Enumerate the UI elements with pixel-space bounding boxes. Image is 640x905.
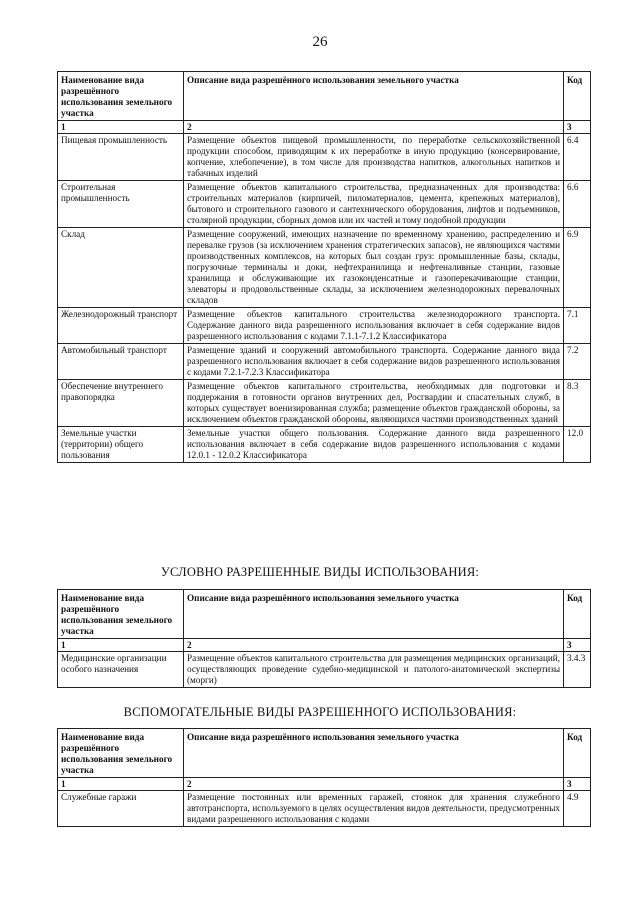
use-code: 3.4.3 — [564, 652, 591, 688]
use-code: 12.0 — [564, 427, 591, 463]
use-code: 8.3 — [564, 380, 591, 427]
header-code: Код — [564, 590, 591, 639]
column-number: 3 — [564, 778, 591, 791]
use-description: Размещение объектов капитального строительства для размещения медицинских организаций, осуществляющих проведение судебно-медицинской и патолого-анатомической экспертизы (морги) — [184, 652, 564, 688]
table-header-row — [58, 729, 591, 778]
column-number: 2 — [184, 121, 564, 134]
use-name: Медицинские организации особого назначения — [58, 652, 184, 688]
use-description: Земельные участки общего пользования. Содержание данного вида разрешенного использования включает в себя содержание видов разрешенного использования с кодами 12.0.1 - 12.0.2 Классификатора — [184, 427, 564, 463]
header-code: Код — [564, 729, 591, 778]
table-row — [58, 181, 591, 228]
header-name: Наименование вида разрешённого использования земельного участка — [58, 72, 184, 121]
header-name: Наименование вида разрешённого использования земельного участка — [58, 729, 184, 778]
use-code: 7.2 — [564, 344, 591, 380]
header-description: Описание вида разрешённого использования земельного участка — [184, 729, 564, 778]
use-code: 6.6 — [564, 181, 591, 228]
table-row — [58, 344, 591, 380]
conditional-uses-heading: УСЛОВНО РАЗРЕШЕННЫЕ ВИДЫ ИСПОЛЬЗОВАНИЯ: — [160, 565, 480, 579]
use-code: 6.4 — [564, 134, 591, 181]
use-name: Служебные гаражи — [58, 791, 184, 827]
use-name: Автомобильный транспорт — [58, 344, 184, 380]
use-description: Размещение сооружений, имеющих назначение по временному хранению, распределению и перевалке грузов (за исключением хранения стратегических запасов), не являющихся частями производственных комплексов, на которых был создан груз: промышленные базы, склады, погрузочные терминалы и доки, нефтехранилища и нефтеналивные станции, газовые хранилища и обслуживающие их газоконденсатные и газоперекачивающие станции, элеваторы и продовольственные склады, за исключением железнодорожных перевалочных складов — [184, 228, 564, 308]
page-number: 26 — [312, 34, 328, 50]
use-code: 4.9 — [564, 791, 591, 827]
use-description: Размещение объектов капитального строительства, необходимых для подготовки и поддержания в готовности органов внутренних дел, Росгвардии и спасательных служб, в которых существует военизированная служба; размещение объектов гражданской обороны, за исключением объектов гражданской обороны, являющихся частями производственных зданий — [184, 380, 564, 427]
header-name: Наименование вида разрешённого использования земельного участка — [58, 590, 184, 639]
table-row — [58, 427, 591, 463]
table-header-row — [58, 72, 591, 121]
use-description: Размещение объектов капитального строительства железнодорожного транспорта. Содержание данного вида разрешенного использования включает в себя содержание видов разрешенного использования с кодами 7.1.1-7.1.2 Классификатора — [184, 308, 564, 344]
column-number-row — [58, 121, 591, 134]
use-name: Строительная промышленность — [58, 181, 184, 228]
use-description: Размещение объектов капитального строительства, предназначенных для производства: строительных материалов (кирпичей, пиломатериалов, цемента, крепежных материалов), бытового и строительного газового и сантехнического оборудования, лифтов и подъемников, столярной продукции, сборных домов или их частей и тому подобной продукции — [184, 181, 564, 228]
column-number-row — [58, 778, 591, 791]
table-row — [58, 308, 591, 344]
use-code: 6.9 — [564, 228, 591, 308]
column-number: 3 — [564, 639, 591, 652]
column-number: 2 — [184, 639, 564, 652]
table-row — [58, 791, 591, 827]
header-description: Описание вида разрешённого использования земельного участка — [184, 72, 564, 121]
column-number: 1 — [58, 639, 184, 652]
permitted-uses-table — [57, 71, 591, 463]
table-row — [58, 228, 591, 308]
column-number: 1 — [58, 121, 184, 134]
use-description: Размещение постоянных или временных гаражей, стоянок для хранения служебного автотранспорта, используемого в целях осуществления видов деятельности, предусмотренных видами разрешенного использования с кодами — [184, 791, 564, 827]
use-name: Склад — [58, 228, 184, 308]
header-code: Код — [564, 72, 591, 121]
header-description: Описание вида разрешённого использования земельного участка — [184, 590, 564, 639]
use-description: Размещение объектов пищевой промышленности, по переработке сельскохозяйственной продукции способом, приводящим к их переработке в иную продукцию (консервирование, копчение, хлебопечение), в том числе для производства напитков, алкогольных напитков и табачных изделий — [184, 134, 564, 181]
use-description: Размещение зданий и сооружений автомобильного транспорта. Содержание данного вида разрешенного использования включает в себя содержание видов разрешенного использования с кодами 7.2.1-7.2.3 Классификатора — [184, 344, 564, 380]
use-name: Пищевая промышленность — [58, 134, 184, 181]
use-name: Железнодорожный транспорт — [58, 308, 184, 344]
column-number-row — [58, 639, 591, 652]
table-header-row — [58, 590, 591, 639]
conditional-uses-table — [57, 589, 591, 688]
use-name: Земельные участки (территории) общего пользования — [58, 427, 184, 463]
auxiliary-uses-heading: ВСПОМОГАТЕЛЬНЫЕ ВИДЫ РАЗРЕШЕННОГО ИСПОЛЬЗОВАНИЯ: — [123, 705, 517, 719]
table-row — [58, 134, 591, 181]
use-name: Обеспечение внутреннего правопорядка — [58, 380, 184, 427]
column-number: 1 — [58, 778, 184, 791]
column-number: 2 — [184, 778, 564, 791]
auxiliary-uses-table — [57, 728, 591, 827]
column-number: 3 — [564, 121, 591, 134]
table-row — [58, 652, 591, 688]
use-code: 7.1 — [564, 308, 591, 344]
table-row — [58, 380, 591, 427]
